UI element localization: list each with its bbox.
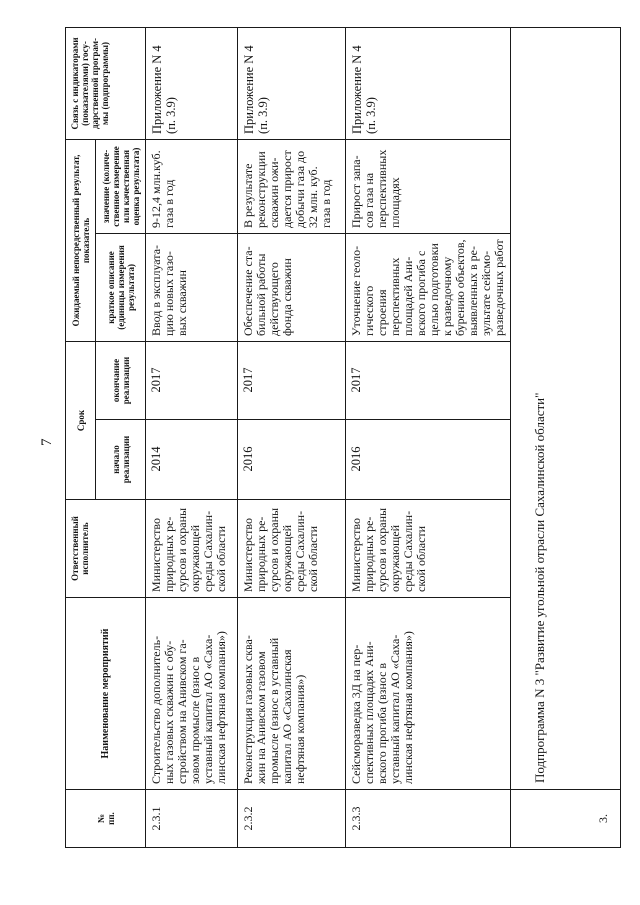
row-number: 2.3.1 — [146, 790, 238, 848]
table-row — [146, 27, 238, 847]
start-year: 2014 — [146, 420, 238, 500]
header-result: Ожидаемый непосредственный результат, показатель — [66, 139, 96, 341]
header-result-value: значение (количе- ственное измерение или качественная оценка результата) — [96, 139, 146, 233]
responsible-executor: Министерство природных ре- сурсов и охраны окружающей среды Сахалин- ской области — [238, 500, 346, 598]
subprogram-number: 3. — [511, 790, 621, 848]
header-result-description: краткое описание (единицы измерения результата) — [96, 233, 146, 341]
result-description: Уточнение геоло- гического строения перспективных площадей Ани- вского прогиба с целью подготовки к разведочному бурению объектов, выявленных в ре- зультате сейсмо- разведочных работ — [346, 233, 511, 341]
result-description: Обеспечение ста- бильной работы действующего фонда скважин — [238, 233, 346, 341]
header-responsible: Ответственный исполнитель — [66, 500, 146, 598]
table-body — [146, 27, 621, 847]
start-year: 2016 — [238, 420, 346, 500]
result-description: Ввод в эксплуата- цию новых газо- вых скважин — [146, 233, 238, 341]
header-term: Срок — [66, 341, 96, 499]
header-term-start: начало реализации — [96, 420, 146, 500]
header-number: № пп. — [66, 790, 146, 848]
header-indicator-link: Связь с индикаторами (показателями) госу- дарственной програм- мы (подпрограммы) — [66, 27, 146, 139]
subprogram-title: Подпрограмма N 3 "Развитие угольной отрасли Сахалинской области" — [511, 27, 621, 789]
table-header — [66, 27, 146, 847]
table-row — [238, 27, 346, 847]
row-number: 2.3.3 — [346, 790, 511, 848]
indicator-link: Приложение N 4 (п. 3.9) — [346, 27, 511, 139]
responsible-executor: Министерство природных ре- сурсов и охраны окружающей среды Сахалин- ской области — [146, 500, 238, 598]
subprogram-row — [511, 27, 621, 847]
start-year: 2016 — [346, 420, 511, 500]
responsible-executor: Министерство природных ре- сурсов и охраны окружающей среды Сахалин- ской области — [346, 500, 511, 598]
measures-table — [65, 27, 621, 848]
page-number: 7 — [39, 438, 55, 446]
header-row-top — [66, 27, 96, 847]
measure-name: Реконструкция газовых сква- жин на Анивском газовом промысле (взнос в уставный капитал АО «Сахалинская нефтяная компания») — [238, 598, 346, 790]
end-year: 2017 — [346, 341, 511, 419]
header-measure-name: Наименование мероприятий — [66, 598, 146, 790]
rotated-page — [30, 28, 630, 848]
result-value: В результате реконструкции скважин ожи- дается прирост добычи газа до 32 млн. куб. газа в год — [238, 139, 346, 233]
indicator-link: Приложение N 4 (п. 3.9) — [146, 27, 238, 139]
result-value: Прирост запа- сов газа на перспективных площадях — [346, 139, 511, 233]
end-year: 2017 — [238, 341, 346, 419]
header-term-end: окончание реализации — [96, 341, 146, 419]
measure-name: Сейсморазведка 3Д на пер- спективных площадях Ани- вского прогиба (взнос в уставный капитал АО «Саха- линская нефтяная компания») — [346, 598, 511, 790]
result-value: 9-12,4 млн.куб. газа в год — [146, 139, 238, 233]
table-row — [346, 27, 511, 847]
end-year: 2017 — [146, 341, 238, 419]
row-number: 2.3.2 — [238, 790, 346, 848]
indicator-link: Приложение N 4 (п. 3.9) — [238, 27, 346, 139]
measure-name: Строительство дополнитель- ных газовых скважин с обу- стройством на Анивском га- зовом промысле (взнос в уставный капитал АО «Саха- линская нефтяная компания») — [146, 598, 238, 790]
